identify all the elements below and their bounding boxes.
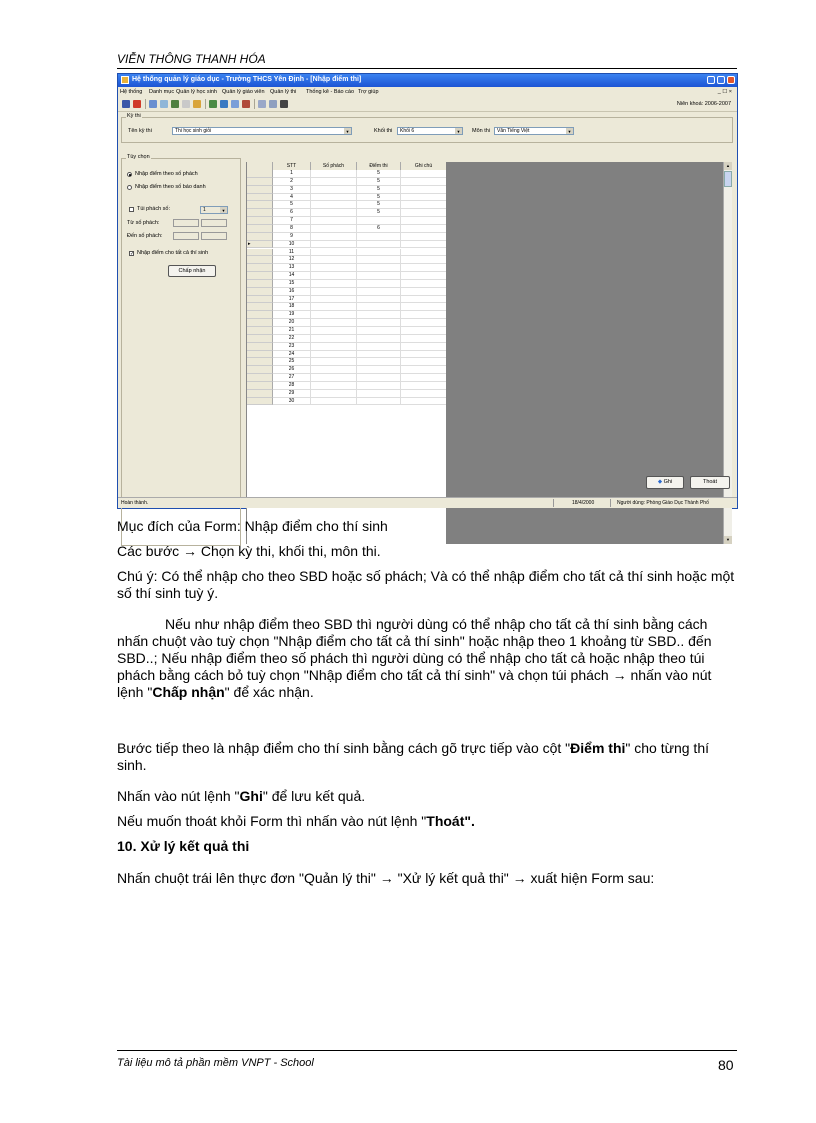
all-students-label: Nhập điểm cho tất cả thí sinh — [137, 250, 209, 256]
paragraph-save — [117, 788, 737, 805]
cell-so-phach[interactable] — [311, 272, 357, 280]
text-run: " để xác nhận. — [224, 684, 314, 700]
score-grid — [246, 162, 447, 544]
row-selector[interactable] — [247, 351, 273, 359]
table-row[interactable] — [247, 272, 447, 280]
cell-score[interactable] — [357, 272, 401, 280]
cell-stt[interactable]: 10 — [273, 241, 311, 249]
cell-note[interactable] — [401, 382, 447, 390]
cell-score[interactable]: 5 — [357, 186, 401, 194]
cell-stt[interactable]: 29 — [273, 390, 311, 398]
cell-score[interactable] — [357, 280, 401, 288]
window-title: Hệ thống quản lý giáo dục - Trường THCS Yên Định - [Nhập điểm thi] — [132, 76, 362, 83]
toolbar-icon-5[interactable] — [171, 100, 179, 108]
cell-so-phach[interactable] — [311, 170, 357, 178]
menu-quan-ly-giao-vien[interactable]: Quản lý giáo viên — [222, 89, 265, 95]
exit-button[interactable]: Thoát — [690, 476, 730, 489]
radio-by-packet-label: Nhập điểm theo số phách — [135, 171, 198, 177]
text-run: Bước tiếp theo là nhập điểm cho thí sinh bằng cách gõ trực tiếp vào cột " — [117, 740, 571, 756]
cell-stt[interactable]: 14 — [273, 272, 311, 280]
row-selector[interactable] — [247, 296, 273, 304]
paragraph-menu-path: Nhấn chuột trái lên thực đơn "Quản lý thi" → "Xử lý kết quả thi" → xuất hiện Form sau: — [117, 870, 655, 886]
table-row[interactable] — [247, 398, 447, 406]
text-run: " để lưu kết quả. — [262, 788, 366, 804]
cell-stt[interactable]: 12 — [273, 256, 311, 264]
row-selector[interactable] — [247, 256, 273, 264]
radio-by-packet[interactable] — [127, 172, 132, 177]
cell-stt[interactable]: 16 — [273, 288, 311, 296]
cell-stt[interactable]: 19 — [273, 311, 311, 319]
cell-note[interactable] — [401, 366, 447, 374]
exam-group-title: Kỳ thi — [127, 113, 141, 119]
table-row[interactable] — [247, 225, 447, 233]
toolbar-icon-2[interactable] — [133, 100, 141, 108]
cell-so-phach[interactable] — [311, 382, 357, 390]
cell-so-phach[interactable] — [311, 303, 357, 311]
table-row[interactable] — [247, 170, 447, 178]
row-selector[interactable] — [247, 288, 273, 296]
cell-so-phach[interactable] — [311, 186, 357, 194]
toolbar-icon-14[interactable] — [280, 100, 288, 108]
to-packet-field[interactable] — [173, 232, 199, 240]
row-selector[interactable] — [247, 390, 273, 398]
toolbar-icon-10[interactable] — [231, 100, 239, 108]
cell-score[interactable] — [357, 241, 401, 249]
table-row[interactable] — [247, 319, 447, 327]
row-selector[interactable] — [247, 170, 273, 178]
header-rule — [117, 68, 737, 69]
cell-note[interactable] — [401, 256, 447, 264]
cell-stt[interactable]: 4 — [273, 194, 311, 202]
cell-so-phach[interactable] — [311, 194, 357, 202]
chevron-down-icon[interactable]: ▼ — [221, 208, 226, 213]
cell-score[interactable] — [357, 335, 401, 343]
status-user: Người dùng: Phòng Giáo Dục Thành Phố — [617, 500, 709, 506]
cell-note[interactable] — [401, 311, 447, 319]
grade-value: Khối 6 — [400, 128, 415, 134]
row-selector[interactable] — [247, 343, 273, 351]
table-row[interactable] — [247, 358, 447, 366]
row-selector[interactable] — [247, 272, 273, 280]
packet-checkbox[interactable] — [129, 207, 134, 212]
cell-note[interactable] — [401, 296, 447, 304]
cell-note[interactable] — [401, 351, 447, 359]
radio-by-sbd-label: Nhập điểm theo số báo danh — [135, 184, 206, 190]
toolbar-icon-11[interactable] — [242, 100, 250, 108]
cell-stt[interactable]: 8 — [273, 225, 311, 233]
cell-note[interactable] — [401, 343, 447, 351]
row-selector[interactable] — [247, 201, 273, 209]
row-selector[interactable] — [247, 382, 273, 390]
menu-danh-muc[interactable]: Danh mục — [149, 89, 175, 95]
table-row[interactable] — [247, 233, 447, 241]
cell-stt[interactable]: 13 — [273, 264, 311, 272]
cell-stt[interactable]: 26 — [273, 366, 311, 374]
save-button[interactable] — [646, 476, 684, 489]
subject-label: Môn thi — [472, 128, 491, 134]
cell-note[interactable] — [401, 335, 447, 343]
cell-so-phach[interactable] — [311, 374, 357, 382]
toolbar-icon-1[interactable] — [122, 100, 130, 108]
cell-note[interactable] — [401, 390, 447, 398]
grid-header — [247, 162, 447, 170]
table-row[interactable] — [247, 382, 447, 390]
cell-score[interactable] — [357, 382, 401, 390]
table-row[interactable] — [247, 296, 447, 304]
subject-combo[interactable] — [494, 127, 574, 135]
school-year-label: Niên khoá: 2006-2007 — [676, 101, 731, 107]
radio-by-sbd[interactable] — [127, 185, 132, 190]
col-stt: STT — [273, 162, 311, 170]
cell-stt[interactable]: 28 — [273, 382, 311, 390]
paragraph-purpose: Mục đích của Form: Nhập điểm cho thí sinh — [117, 518, 388, 534]
cell-so-phach[interactable] — [311, 178, 357, 186]
from-packet-field[interactable] — [173, 219, 199, 227]
row-selector[interactable] — [247, 194, 273, 202]
grade-combo[interactable] — [397, 127, 463, 135]
cell-note[interactable] — [401, 194, 447, 202]
cell-score[interactable] — [357, 358, 401, 366]
cell-stt[interactable]: 27 — [273, 374, 311, 382]
cell-score[interactable] — [357, 264, 401, 272]
row-selector[interactable] — [247, 264, 273, 272]
from-packet-label: Từ số phách: — [127, 220, 160, 226]
text-bold-exit: Thoát". — [426, 813, 475, 829]
page-header: VIỄN THÔNG THANH HÓA — [117, 52, 266, 66]
subject-value: Văn Tiếng Việt — [497, 128, 530, 134]
paragraph-exit — [117, 813, 737, 830]
toolbar-icon-4[interactable] — [160, 100, 168, 108]
table-row[interactable] — [247, 311, 447, 319]
table-row[interactable] — [247, 186, 447, 194]
toolbar-icon-6[interactable] — [182, 100, 190, 108]
text-run: Nếu như nhập điểm theo SBD thì người dùng có thể nhập cho tất cả thí sinh bằng cách nhấn chuột vào tuỳ chọn "Nhập điểm cho tất cả thí sinh" hoặc nhập theo 1 khoảng từ SBD.. đến SBD..; Nếu nhập điểm theo số phách thì người dùng có thể nhập cho tất cả hoặc nhập theo túi phách bằng cách bỏ tuỳ chọn "Nhập điểm cho tất cả thí sinh" và chọn túi phách → nhấn vào nút lệnh " — [117, 616, 712, 700]
to-packet-label: Đến số phách: — [127, 233, 163, 239]
cell-so-phach[interactable] — [311, 390, 357, 398]
toolbar-icon-13[interactable] — [269, 100, 277, 108]
cell-score[interactable] — [357, 288, 401, 296]
cell-note[interactable] — [401, 225, 447, 233]
cell-score[interactable]: 5 — [357, 170, 401, 178]
scroll-thumb[interactable] — [724, 171, 732, 187]
packet-combo[interactable] — [200, 206, 228, 214]
app-icon — [121, 76, 129, 84]
table-row[interactable] — [247, 241, 447, 249]
menu-bar — [118, 87, 737, 97]
cell-score[interactable] — [357, 311, 401, 319]
all-students-checkbox[interactable]: ✓ — [130, 251, 135, 257]
cell-so-phach[interactable] — [311, 327, 357, 335]
table-row[interactable] — [247, 303, 447, 311]
table-row[interactable] — [247, 280, 447, 288]
table-row[interactable] — [247, 249, 447, 257]
cell-so-phach[interactable] — [311, 256, 357, 264]
grade-label: Khối thi — [374, 128, 393, 134]
table-row[interactable] — [247, 217, 447, 225]
options-group-title: Tùy chọn — [127, 154, 150, 160]
text-bold-save: Ghi — [239, 788, 263, 804]
page-footer: Tài liệu mô tả phần mềm VNPT - School — [117, 1057, 314, 1069]
from-packet-field-2[interactable] — [201, 219, 227, 227]
cell-score[interactable] — [357, 398, 401, 406]
cell-note[interactable] — [401, 241, 447, 249]
row-selector[interactable] — [247, 186, 273, 194]
exam-name-value: Thi học sinh giỏi — [175, 128, 212, 134]
cell-score[interactable] — [357, 303, 401, 311]
cell-so-phach[interactable] — [311, 241, 357, 249]
cell-score[interactable] — [357, 256, 401, 264]
cell-score[interactable]: 5 — [357, 194, 401, 202]
footer-rule — [117, 1050, 737, 1051]
row-selector[interactable] — [247, 374, 273, 382]
text-bold-score: Điểm thi — [570, 740, 626, 756]
cell-note[interactable] — [401, 201, 447, 209]
cell-note[interactable] — [401, 217, 447, 225]
cell-stt[interactable]: 24 — [273, 351, 311, 359]
cell-score[interactable]: 5 — [357, 201, 401, 209]
cell-note[interactable] — [401, 358, 447, 366]
row-selector[interactable] — [247, 311, 273, 319]
row-selector[interactable] — [247, 178, 273, 186]
cell-so-phach[interactable] — [311, 233, 357, 241]
cell-so-phach[interactable] — [311, 366, 357, 374]
cell-stt[interactable]: 11 — [273, 249, 311, 257]
col-diem-thi: Điểm thi — [357, 162, 401, 170]
col-ghi-chu: Ghi chú — [401, 162, 447, 170]
cell-score[interactable] — [357, 366, 401, 374]
cell-score[interactable] — [357, 296, 401, 304]
table-row[interactable] — [247, 343, 447, 351]
page-number: 80 — [718, 1057, 734, 1073]
table-row[interactable] — [247, 351, 447, 359]
packet-value: 1 — [203, 207, 206, 213]
toolbar-icon-3[interactable] — [149, 100, 157, 108]
section-heading: 10. Xử lý kết quả thi — [117, 838, 250, 854]
cell-note[interactable] — [401, 327, 447, 335]
paragraph-steps: Các bước → Chọn kỳ thi, khối thi, môn thi. — [117, 543, 381, 559]
cell-note[interactable] — [401, 272, 447, 280]
cell-so-phach[interactable] — [311, 351, 357, 359]
row-selector[interactable] — [247, 303, 273, 311]
table-row[interactable] — [247, 374, 447, 382]
to-packet-field-2[interactable] — [201, 232, 227, 240]
menu-quan-ly-thi[interactable]: Quản lý thi — [270, 89, 297, 95]
cell-note[interactable] — [401, 319, 447, 327]
cell-score[interactable]: 5 — [357, 178, 401, 186]
packet-label: Túi phách số: — [137, 206, 171, 212]
menu-he-thong[interactable]: Hệ thống — [120, 89, 143, 95]
row-selector[interactable] — [247, 319, 273, 327]
cell-stt[interactable]: 6 — [273, 209, 311, 217]
save-button-label: Ghi — [663, 479, 673, 485]
table-row[interactable] — [247, 201, 447, 209]
cell-so-phach[interactable] — [311, 225, 357, 233]
menu-quan-ly-hoc-sinh[interactable]: Quản lý học sinh — [176, 89, 217, 95]
cell-note[interactable] — [401, 303, 447, 311]
cell-so-phach[interactable] — [311, 217, 357, 225]
exam-group — [121, 113, 733, 143]
cell-stt[interactable]: 17 — [273, 296, 311, 304]
cell-score[interactable] — [357, 233, 401, 241]
cell-score[interactable] — [357, 351, 401, 359]
cell-so-phach[interactable] — [311, 398, 357, 406]
cell-stt[interactable]: 2 — [273, 178, 311, 186]
cell-note[interactable] — [401, 288, 447, 296]
cell-stt[interactable]: 25 — [273, 358, 311, 366]
row-selector[interactable] — [247, 327, 273, 335]
cell-note[interactable] — [401, 264, 447, 272]
row-selector[interactable] — [247, 217, 273, 225]
minimize-button[interactable] — [707, 76, 715, 84]
paragraph-note: Chú ý: Có thể nhập cho theo SBD hoặc số phách; Và có thể nhập điểm cho tất cả thí sinh hoặc một số thí sinh tuỳ ý. — [117, 568, 735, 601]
cell-so-phach[interactable] — [311, 209, 357, 217]
cell-so-phach[interactable] — [311, 319, 357, 327]
table-row[interactable] — [247, 178, 447, 186]
menu-tro-giup[interactable]: Trợ giúp — [358, 89, 379, 95]
table-row[interactable] — [247, 209, 447, 217]
cell-so-phach[interactable] — [311, 249, 357, 257]
maximize-button[interactable] — [717, 76, 725, 84]
col-so-phach: Số phách — [311, 162, 357, 170]
cell-stt[interactable]: 1 — [273, 170, 311, 178]
cell-so-phach[interactable] — [311, 264, 357, 272]
table-row[interactable] — [247, 194, 447, 202]
row-selector[interactable] — [247, 233, 273, 241]
cell-so-phach[interactable] — [311, 358, 357, 366]
cell-note[interactable] — [401, 209, 447, 217]
cell-score[interactable]: 5 — [357, 209, 401, 217]
row-selector[interactable] — [247, 249, 273, 257]
chevron-down-icon[interactable]: ▼ — [345, 129, 350, 134]
cell-note[interactable] — [401, 178, 447, 186]
table-row[interactable] — [247, 288, 447, 296]
row-selector[interactable]: ▸ — [247, 241, 273, 249]
cell-so-phach[interactable] — [311, 335, 357, 343]
status-date: 18/4/2000 — [572, 500, 595, 506]
cell-note[interactable] — [401, 374, 447, 382]
table-row[interactable] — [247, 327, 447, 335]
accept-button[interactable]: Chấp nhận — [168, 265, 216, 277]
text-run: Nếu muốn thoát khỏi Form thì nhấn vào nút lệnh " — [117, 813, 427, 829]
text-bold-accept: Chấp nhận — [152, 684, 225, 700]
table-row[interactable] — [247, 256, 447, 264]
cell-note[interactable] — [401, 249, 447, 257]
row-selector[interactable] — [247, 358, 273, 366]
status-bar — [118, 497, 737, 508]
cell-note[interactable] — [401, 186, 447, 194]
text-run: " cho từng thí sinh. — [117, 740, 710, 773]
cell-stt[interactable]: 9 — [273, 233, 311, 241]
options-group — [121, 154, 241, 546]
scroll-down-icon[interactable]: ▼ — [724, 536, 732, 544]
cell-so-phach[interactable] — [311, 296, 357, 304]
close-button[interactable] — [727, 76, 735, 84]
cell-score[interactable]: 6 — [357, 225, 401, 233]
row-selector[interactable] — [247, 225, 273, 233]
cell-stt[interactable]: 3 — [273, 186, 311, 194]
cell-stt[interactable]: 5 — [273, 201, 311, 209]
cell-note[interactable] — [401, 398, 447, 406]
chevron-down-icon[interactable]: ▼ — [456, 129, 461, 134]
cell-so-phach[interactable] — [311, 311, 357, 319]
cell-note[interactable] — [401, 233, 447, 241]
cell-score[interactable] — [357, 327, 401, 335]
grid-corner — [247, 162, 273, 170]
paragraph-enter-scores — [117, 740, 737, 774]
table-row[interactable] — [247, 366, 447, 374]
toolbar — [118, 97, 737, 112]
chevron-down-icon[interactable]: ▼ — [567, 129, 572, 134]
toolbar-icon-12[interactable] — [258, 100, 266, 108]
row-selector[interactable] — [247, 335, 273, 343]
row-selector[interactable] — [247, 280, 273, 288]
paragraph-sbd-instructions — [117, 616, 737, 701]
cell-stt[interactable]: 18 — [273, 303, 311, 311]
cell-stt[interactable]: 7 — [273, 217, 311, 225]
cell-score[interactable] — [357, 319, 401, 327]
cell-score[interactable] — [357, 374, 401, 382]
cell-stt[interactable]: 22 — [273, 335, 311, 343]
cell-stt[interactable]: 15 — [273, 280, 311, 288]
cell-score[interactable] — [357, 217, 401, 225]
toolbar-icon-8[interactable] — [209, 100, 217, 108]
cell-score[interactable] — [357, 390, 401, 398]
cell-score[interactable] — [357, 343, 401, 351]
cell-so-phach[interactable] — [311, 288, 357, 296]
table-row[interactable] — [247, 335, 447, 343]
row-selector[interactable] — [247, 209, 273, 217]
cell-so-phach[interactable] — [311, 201, 357, 209]
row-selector[interactable] — [247, 398, 273, 406]
table-row[interactable] — [247, 264, 447, 272]
cell-note[interactable] — [401, 170, 447, 178]
cell-note[interactable] — [401, 280, 447, 288]
status-text: Hoàn thành. — [121, 500, 149, 506]
cell-stt[interactable]: 30 — [273, 398, 311, 406]
cell-so-phach[interactable] — [311, 343, 357, 351]
toolbar-icon-9[interactable] — [220, 100, 228, 108]
text-run: Nhấn vào nút lệnh " — [117, 788, 240, 804]
cell-stt[interactable]: 20 — [273, 319, 311, 327]
cell-stt[interactable]: 23 — [273, 343, 311, 351]
table-row[interactable] — [247, 390, 447, 398]
save-icon: ◆ — [657, 479, 663, 485]
exam-name-label: Tên kỳ thi — [128, 128, 152, 134]
title-bar — [118, 74, 737, 87]
row-selector[interactable] — [247, 366, 273, 374]
toolbar-icon-7[interactable] — [193, 100, 201, 108]
cell-stt[interactable]: 21 — [273, 327, 311, 335]
menu-thong-ke-bao-cao[interactable]: Thống kê - Báo cáo — [306, 89, 355, 95]
scroll-up-icon[interactable]: ▲ — [724, 162, 732, 170]
cell-so-phach[interactable] — [311, 280, 357, 288]
mdi-window-controls[interactable]: _ ☐ × — [717, 89, 732, 95]
exam-name-combo[interactable] — [172, 127, 352, 135]
cell-score[interactable] — [357, 249, 401, 257]
